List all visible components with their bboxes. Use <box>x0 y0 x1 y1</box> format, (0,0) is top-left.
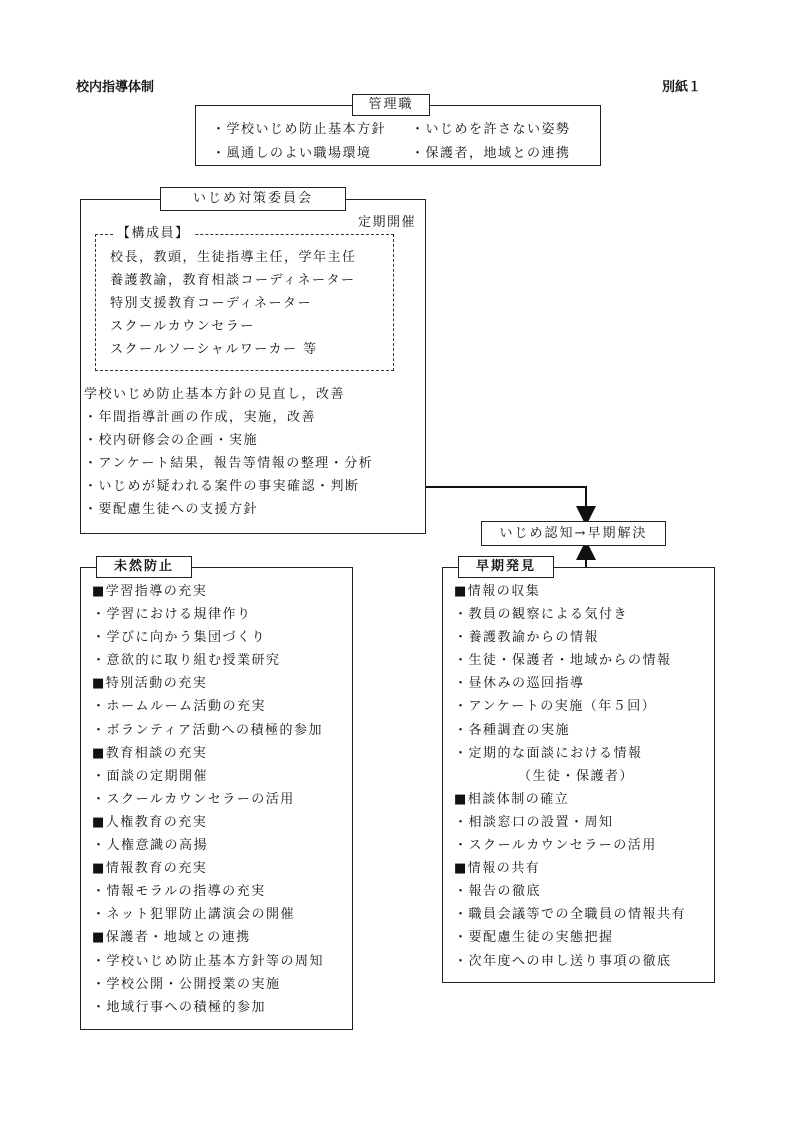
early-item: ■情報の収集 <box>454 584 541 599</box>
prevention-item: ・ボランティア活動への積極的参加 <box>92 722 323 738</box>
prevention-item: ・学校いじめ防止基本方針等の周知 <box>92 953 325 969</box>
early-label: 早期発見 <box>458 556 554 578</box>
task-item: ・校内研修会の企画・実施 <box>84 433 259 449</box>
member-item: スクールソーシャルワーカー 等 <box>110 342 318 358</box>
prevention-item: ■人権教育の充実 <box>92 814 208 830</box>
prevention-item: ■学習指導の充実 <box>92 584 208 599</box>
early-item: ・要配慮生徒の実態把握 <box>454 930 614 946</box>
task-item: ・アンケート結果，報告等情報の整理・分析 <box>84 456 374 472</box>
member-item: 特別支援教育コーディネーター <box>110 296 312 312</box>
prevention-list <box>92 580 324 1019</box>
kanri-item: ・学校いじめ防止基本方針 <box>212 122 387 137</box>
early-item: （生徒・保護者） <box>518 768 635 784</box>
task-item: 学校いじめ防止基本方針の見直し，改善 <box>84 387 346 402</box>
early-item: ・生徒・保護者・地域からの情報 <box>454 653 672 669</box>
prevention-item: ・地域行事への積極的参加 <box>92 999 267 1015</box>
prevention-item: ・学校公開・公開授業の実施 <box>92 976 281 992</box>
early-item: ・定期的な面談における情報 <box>454 745 643 761</box>
early-item: ・次年度への申し送り事項の徹底 <box>454 953 672 969</box>
prevention-item: ■保護者・地域との連携 <box>92 930 251 946</box>
prevention-item: ・スクールカウンセラーの活用 <box>92 791 295 807</box>
prevention-item: ■教育相談の充実 <box>92 745 208 761</box>
early-item: ・養護教諭からの情報 <box>454 630 600 646</box>
arrow-committee-to-ninchi <box>426 487 586 516</box>
page-label: 別紙１ <box>662 80 702 95</box>
members-label: 【構成員】 <box>114 222 193 245</box>
early-item: ・スクールカウンセラーの活用 <box>454 838 657 854</box>
prevention-item: ■情報教育の充実 <box>92 861 208 877</box>
kanri-item: ・保護者，地域との連携 <box>411 146 571 161</box>
page-title: 校内指導体制 <box>76 80 155 95</box>
member-item: 校長，教頭，生徒指導主任，学年主任 <box>110 250 357 265</box>
early-item: ・報告の徹底 <box>454 884 542 900</box>
prevention-item: ・人権意識の高揚 <box>92 838 209 854</box>
kanri-label: 管理職 <box>352 94 430 116</box>
kanri-item: ・風通しのよい職場環境 <box>212 146 372 161</box>
early-item: ・各種調査の実施 <box>454 722 571 738</box>
member-item: スクールカウンセラー <box>110 319 255 335</box>
committee-schedule: 定期開催 <box>358 215 417 230</box>
member-item: 養護教諭，教育相談コーディネーター <box>110 273 356 289</box>
early-item: ・教員の観察による気付き <box>454 607 629 623</box>
prevention-item: ・学びに向かう集団づくり <box>92 630 267 646</box>
prevention-item: ・ネット犯罪防止講演会の開催 <box>92 907 296 923</box>
early-item: ■情報の共有 <box>454 861 541 877</box>
prevention-label: 未然防止 <box>96 556 192 578</box>
kanri-item: ・いじめを許さない姿勢 <box>411 122 571 137</box>
early-item: ・アンケートの実施（年５回） <box>454 699 657 715</box>
committee-label: いじめ対策委員会 <box>160 187 346 211</box>
early-list <box>454 580 686 973</box>
ninchi-box: いじめ認知→早期解決 <box>481 521 666 546</box>
prevention-item: ・情報モラルの指導の充実 <box>92 884 266 900</box>
prevention-item: ・ホームルーム活動の充実 <box>92 699 267 715</box>
task-item: ・いじめが疑われる案件の事実確認・判断 <box>84 479 360 495</box>
prevention-item: ■特別活動の充実 <box>92 676 208 692</box>
task-item: ・年間指導計画の作成，実施，改善 <box>84 410 317 426</box>
prevention-item: ・学習における規律作り <box>92 607 252 623</box>
early-item: ■相談体制の確立 <box>454 791 570 807</box>
prevention-item: ・面談の定期開催 <box>92 768 209 784</box>
task-item: ・要配慮生徒への支援方針 <box>84 502 259 518</box>
early-item: ・相談窓口の設置・周知 <box>454 814 614 830</box>
early-item: ・職員会議等での全職員の情報共有 <box>454 907 687 923</box>
prevention-item: ・意欲的に取り組む授業研究 <box>92 653 281 669</box>
early-item: ・昼休みの巡回指導 <box>454 676 585 692</box>
